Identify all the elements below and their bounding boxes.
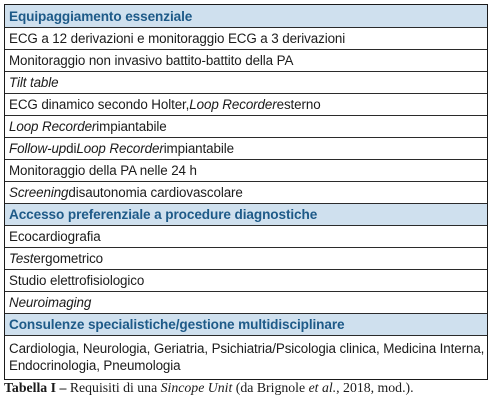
table-row bbox=[5, 247, 487, 269]
row-text: ECG a 12 derivazioni e monitoraggio ECG a 3 derivazioni bbox=[9, 31, 346, 46]
row-text: di bbox=[66, 141, 77, 156]
table-row bbox=[5, 93, 487, 115]
row-text: disautonomia cardiovascolare bbox=[68, 185, 243, 200]
section-title: Accesso preferenziale a procedure diagnostiche bbox=[9, 207, 318, 222]
caption-text-italic: Sincope Unit bbox=[160, 380, 233, 395]
row-text: Ecocardiografia bbox=[9, 229, 101, 244]
row-text: Studio elettrofisiologico bbox=[9, 273, 145, 288]
row-text: esterno bbox=[276, 97, 321, 112]
table-row bbox=[5, 181, 487, 203]
row-text-italic: Loop Recorder bbox=[9, 119, 97, 134]
table-row bbox=[5, 137, 487, 159]
row-text: Tilt table bbox=[9, 75, 59, 90]
row-text: impiantabile bbox=[163, 141, 234, 156]
row-text-italic: Follow-up bbox=[9, 141, 67, 156]
table-row bbox=[5, 27, 487, 49]
row-text-italic: Loop Recorder bbox=[189, 97, 277, 112]
row-text: impiantabile bbox=[96, 119, 167, 134]
table-row bbox=[5, 269, 487, 291]
row-text-italic: Screening bbox=[9, 185, 69, 200]
table-row bbox=[5, 225, 487, 247]
caption-text: (da Brignole bbox=[232, 380, 309, 395]
requirements-table bbox=[4, 4, 488, 380]
table-row bbox=[5, 71, 487, 93]
section-header-consultations bbox=[5, 313, 487, 335]
row-text-italic: Loop Recorder bbox=[76, 141, 164, 156]
row-text-italic: Test bbox=[9, 251, 34, 266]
table-row bbox=[5, 49, 487, 71]
table-caption bbox=[4, 380, 414, 396]
caption-text-italic: et al. bbox=[308, 380, 337, 395]
table-row bbox=[5, 335, 487, 379]
caption-text: , 2018, mod.). bbox=[336, 380, 414, 395]
table-row bbox=[5, 291, 487, 313]
row-text: Cardiologia, Neurologia, Geriatria, Psichiatria/Psicologia clinica, Medicina Interna, Endocrinologia, Pneumologia bbox=[9, 341, 485, 373]
row-text: Monitoraggio non invasivo battito-battito della PA bbox=[9, 53, 294, 68]
row-text: ECG dinamico secondo Holter, bbox=[9, 97, 190, 112]
row-text: ergometrico bbox=[33, 251, 104, 266]
section-header-equipment bbox=[5, 5, 487, 27]
row-text-italic: Neuroimaging bbox=[9, 295, 92, 310]
section-header-diagnostics bbox=[5, 203, 487, 225]
caption-label: Tabella I – bbox=[4, 380, 67, 395]
row-text: Monitoraggio della PA nelle 24 h bbox=[9, 163, 197, 178]
section-title: Equipaggiamento essenziale bbox=[9, 8, 193, 24]
table-row bbox=[5, 159, 487, 181]
section-title: Consulenze specialistiche/gestione multidisciplinare bbox=[9, 317, 345, 332]
table-row bbox=[5, 115, 487, 137]
caption-text: Requisiti di una bbox=[66, 380, 161, 395]
